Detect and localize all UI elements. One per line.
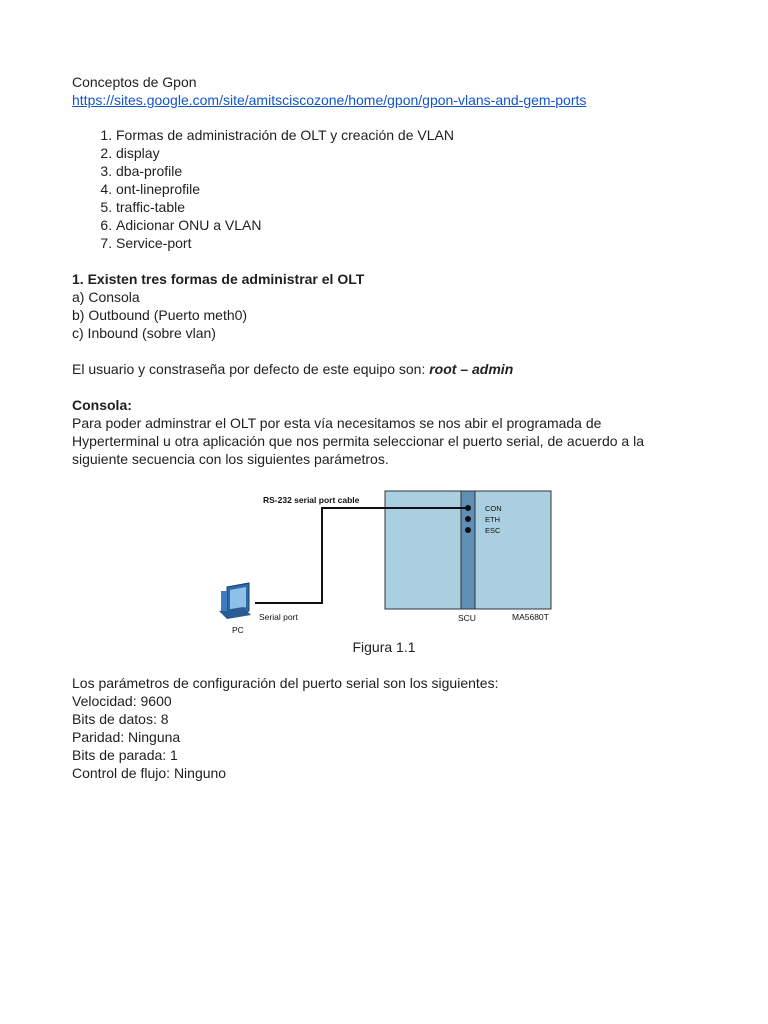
topics-list <box>72 126 702 252</box>
list-item: 1. Formas de administración de OLT y creación de VLAN <box>116 126 702 144</box>
esc-port-icon <box>465 527 471 533</box>
document-body <box>72 73 702 468</box>
option-item: c) Inbound (sobre vlan) <box>72 325 216 341</box>
list-item: 4. ont-lineprofile <box>116 180 702 198</box>
credentials-text: El usuario y constraseña por defecto de este equipo son: <box>72 361 430 377</box>
eth-port-icon <box>465 516 471 522</box>
figure-caption: Figura 1.1 <box>352 639 416 655</box>
parameter-item: Control de flujo: Ninguno <box>72 765 227 781</box>
list-item: 3. dba-profile <box>116 162 702 180</box>
device-label: MA5680T <box>512 612 549 622</box>
list-item: 6. Adicionar ONU a VLAN <box>116 216 702 234</box>
reference-link[interactable]: https://sites.google.com/site/amitsciscozone/home/gpon/gpon-vlans-and-gem-ports <box>72 92 587 108</box>
credentials-value: root – admin <box>429 361 514 377</box>
parameter-item: Velocidad: 9600 <box>72 693 172 709</box>
serial-parameters <box>72 674 498 782</box>
reference-link-line <box>72 91 702 109</box>
port-label-esc: ESC <box>485 526 501 535</box>
connection-diagram <box>215 487 560 637</box>
consola-heading: Consola: <box>72 397 132 413</box>
cable-label: RS-232 serial port cable <box>263 495 360 505</box>
parameter-item: Bits de datos: 8 <box>72 711 169 727</box>
pc-label: PC <box>232 625 244 635</box>
port-label-eth: ETH <box>485 515 500 524</box>
serial-port-label: Serial port <box>259 612 298 622</box>
consola-paragraph: Para poder adminstrar el OLT por esta vía necesitamos se nos abir el programada de Hyperterminal u otra aplicación que nos permita seleccionar el puerto serial, de acuerdo a la siguiente secuencia con los siguientes parámetros. <box>72 415 644 467</box>
option-item: b) Outbound (Puerto meth0) <box>72 307 248 323</box>
list-item: 7. Service-port <box>116 234 702 252</box>
parameter-item: Bits de parada: 1 <box>72 747 178 763</box>
pc-icon <box>219 583 251 619</box>
section1-heading: 1. Existen tres formas de administrar el OLT <box>72 271 365 287</box>
document-title: Conceptos de Gpon <box>72 74 197 90</box>
credentials-line <box>72 360 702 378</box>
list-item: 2. display <box>116 144 702 162</box>
parameters-intro: Los parámetros de configuración del puerto serial son los siguientes: <box>72 675 499 691</box>
scu-label: SCU <box>458 613 476 623</box>
option-item: a) Consola <box>72 289 140 305</box>
parameter-item: Paridad: Ninguna <box>72 729 181 745</box>
port-label-con: CON <box>485 504 502 513</box>
list-item: 5. traffic-table <box>116 198 702 216</box>
